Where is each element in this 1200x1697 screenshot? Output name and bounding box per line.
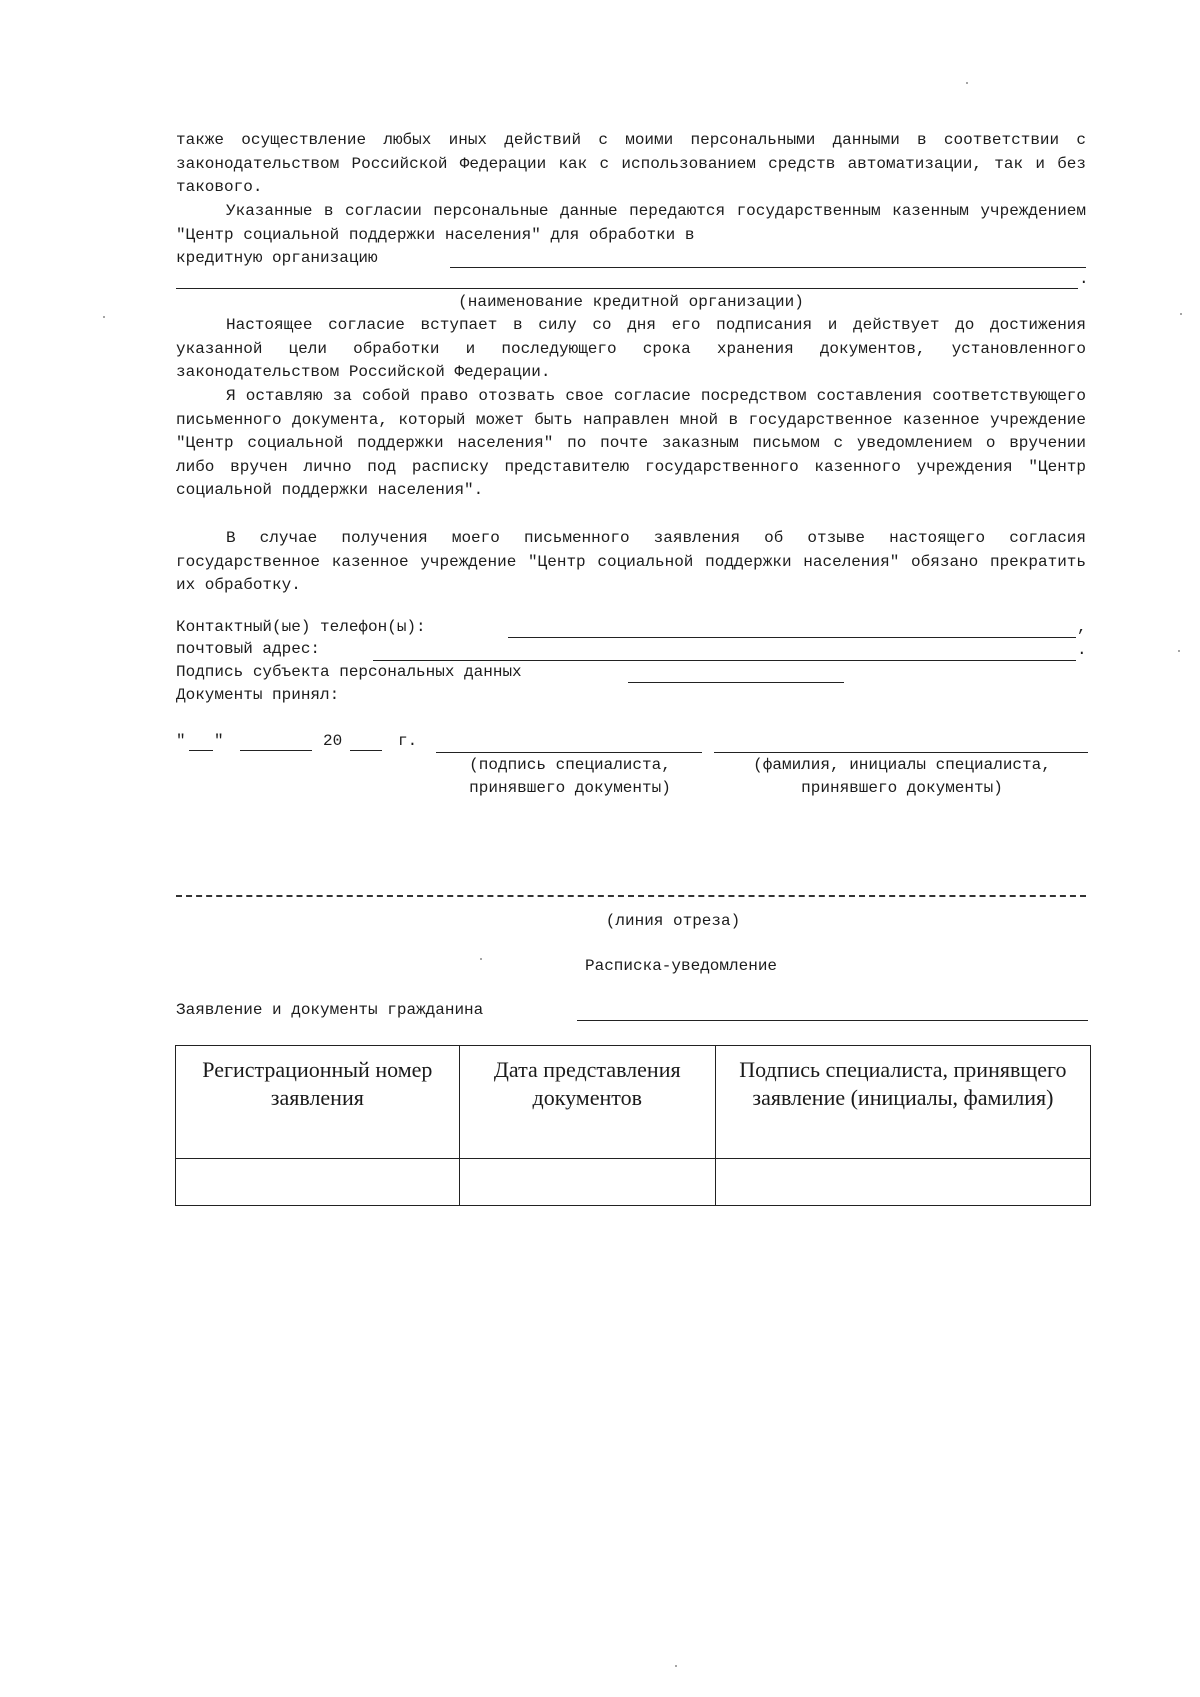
consent-paragraph-3: [176, 314, 1086, 385]
specialist-name-caption: [712, 754, 1092, 800]
cell-registration-number[interactable]: [176, 1159, 460, 1206]
scan-speck: [480, 958, 482, 960]
credit-org-caption: (наименование кредитной организации): [458, 293, 804, 311]
specialist-signature-caption-line-1: (подпись специалиста,: [469, 756, 671, 774]
phone-field-line[interactable]: [508, 637, 1076, 638]
header-submission-date: Дата представления документов: [459, 1046, 715, 1159]
cut-line-label: (линия отреза): [605, 912, 741, 930]
phone-label: Контактный(ые) телефон(ы):: [176, 618, 426, 636]
credit-org-period: .: [1079, 270, 1089, 288]
cell-submission-date[interactable]: [459, 1159, 715, 1206]
specialist-signature-line[interactable]: [436, 752, 702, 753]
specialist-name-caption-line-2: принявшего документы): [801, 779, 1003, 797]
date-month-line[interactable]: [240, 750, 312, 751]
credit-org-label: кредитную организацию: [176, 249, 378, 267]
consent-paragraph-4: [176, 385, 1086, 503]
date-year-prefix: 20: [323, 732, 343, 750]
date-day-line[interactable]: [189, 750, 213, 751]
paragraph-processing-actions: также осуществление любых иных действий с моими персональными данными в соответствии с законодательством Российской Федерации как с использованием средств автоматизации, так и без такового.: [176, 131, 1086, 196]
specialist-signature-caption-line-2: принявшего документы): [469, 779, 671, 797]
consent-paragraph-1: [176, 129, 1086, 200]
subject-signature-label: Подпись субъекта персональных данных: [176, 663, 522, 681]
paragraph-withdrawal-effect: В случае получения моего письменного заявления об отзыве настоящего согласия государственное казенное учреждение "Центр социальной поддержки населения" обязано прекратить их обработку.: [176, 529, 1086, 594]
scan-speck: [966, 82, 968, 84]
date-year-line[interactable]: [350, 750, 382, 751]
specialist-signature-caption: [434, 754, 706, 800]
specialist-name-line[interactable]: [714, 752, 1088, 753]
paragraph-withdrawal-right: Я оставляю за собой право отозвать свое согласие посредством составления соответствующего письменного документа, который может быть направлен мной в государственное казенное учреждение "Центр социальной поддержки населения" по почте заказным письмом с уведомлением о вручении либо вручен лично под расписку представителю государственного казенного учреждения "Центр социальной поддержки населения".: [176, 387, 1086, 499]
header-specialist-signature: Подпись специалиста, принявщего заявление (инициалы, фамилия): [715, 1046, 1090, 1159]
credit-org-field-line-2[interactable]: [176, 288, 1078, 289]
address-period: .: [1077, 641, 1087, 659]
consent-paragraph-2: [176, 200, 1086, 247]
address-label: почтовый адрес:: [176, 640, 321, 658]
date-quote-open: ": [176, 732, 186, 750]
paragraph-data-transfer: Указанные в согласии персональные данные передаются государственным казенным учреждением "Центр социальной поддержки населения" для обработки в: [176, 202, 1086, 244]
cut-line: [176, 895, 1086, 897]
scan-speck: [1180, 313, 1182, 315]
phone-comma: ,: [1077, 618, 1087, 636]
applicant-label: Заявление и документы гражданина: [176, 1001, 484, 1019]
scan-speck: [1178, 650, 1180, 652]
receipt-title: Расписка-уведомление: [584, 957, 778, 975]
applicant-name-line[interactable]: [577, 1020, 1088, 1021]
specialist-name-caption-line-1: (фамилия, инициалы специалиста,: [753, 756, 1051, 774]
table-row: [176, 1159, 1091, 1206]
credit-org-field-line-1[interactable]: [450, 267, 1086, 268]
scan-speck: [675, 1665, 677, 1667]
paragraph-validity: Настоящее согласие вступает в силу со дня его подписания и действует до достижения указанной цели обработки и последующего срока хранения документов, установленного законодательством Российской Федерации.: [176, 316, 1086, 381]
scan-speck: [103, 316, 105, 318]
cell-specialist-signature[interactable]: [715, 1159, 1090, 1206]
receipt-table: [175, 1045, 1091, 1206]
receipt-table-header-row: [176, 1046, 1091, 1159]
header-registration-number: Регистрационный номер заявления: [176, 1046, 460, 1159]
date-year-suffix: г.: [398, 732, 418, 750]
subject-signature-line[interactable]: [628, 682, 844, 683]
documents-accepted-label: Документы принял:: [176, 686, 340, 704]
consent-paragraph-5: [176, 527, 1086, 598]
date-quote-close: ": [214, 732, 224, 750]
